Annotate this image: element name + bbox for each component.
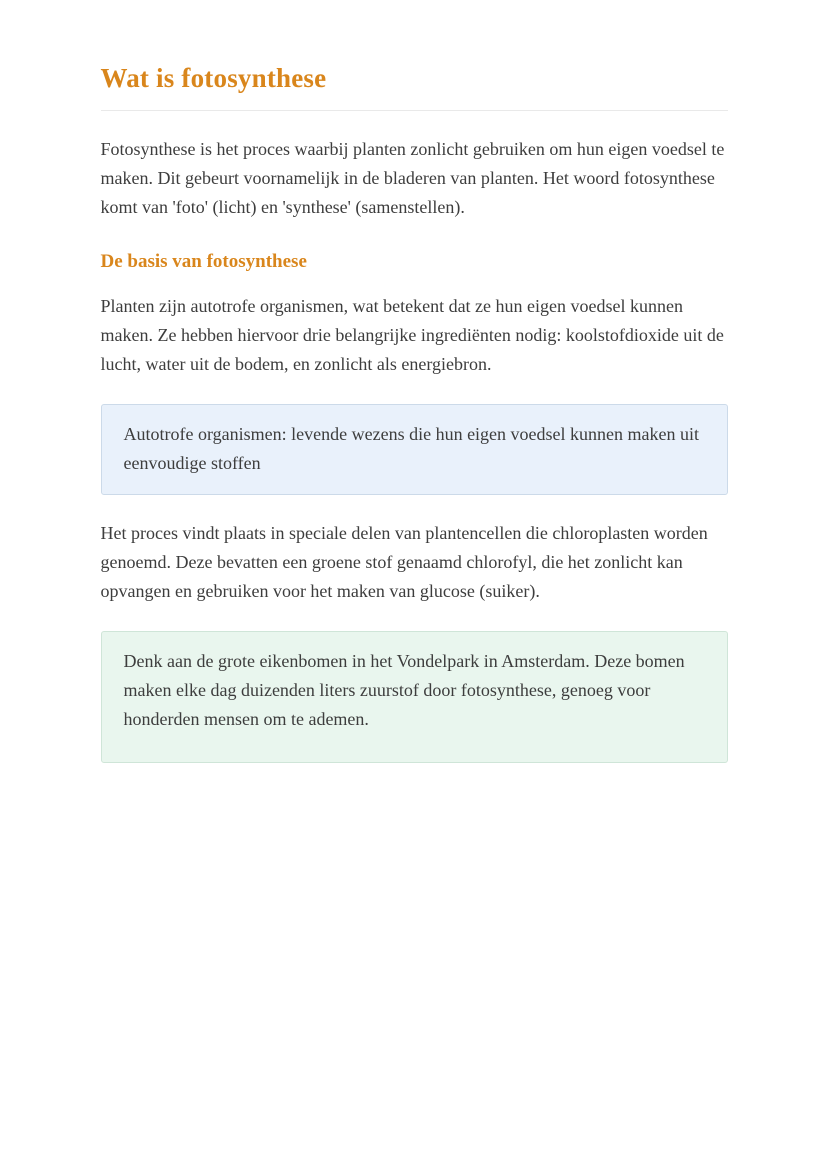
paragraph-chloroplasten: Het proces vindt plaats in speciale delen van plantencellen die chloroplasten worden genoemd. Deze bevatten een groene stof genaamd chlorofyl, die het zonlicht kan opvangen en gebruiken voor het maken van glucose (suiker). — [100, 523, 708, 601]
definition-callout-text: Autotrofe organismen: levende wezens die hun eigen voedsel kunnen maken uit eenvoudige stoffen — [123, 424, 699, 473]
paragraph-basis: Planten zijn autotrofe organismen, wat betekent dat ze hun eigen voedsel kunnen maken. Ze hebben hiervoor drie belangrijke ingrediënten nodig: koolstofdioxide uit de lucht, water uit de bodem, en zonlicht als energiebron. — [100, 296, 724, 374]
example-callout-text: Denk aan de grote eikenbomen in het Vondelpark in Amsterdam. Deze bomen maken elke dag duizenden liters zuurstof door fotosynthese, genoeg voor honderden mensen om te ademen. — [123, 651, 685, 729]
paragraph-intro: Fotosynthese is het proces waarbij planten zonlicht gebruiken om hun eigen voedsel te maken. Dit gebeurt voornamelijk in de bladeren van planten. Het woord fotosynthese komt van 'foto' (licht) en 'synthese' (samenstellen). — [100, 139, 725, 217]
section-heading-basis: De basis van fotosynthese — [100, 251, 307, 272]
title-divider — [101, 110, 728, 111]
page-title: Wat is fotosynthese — [100, 63, 327, 93]
example-callout-box — [101, 631, 728, 763]
content-column — [101, 0, 728, 763]
definition-callout-box — [101, 404, 728, 495]
